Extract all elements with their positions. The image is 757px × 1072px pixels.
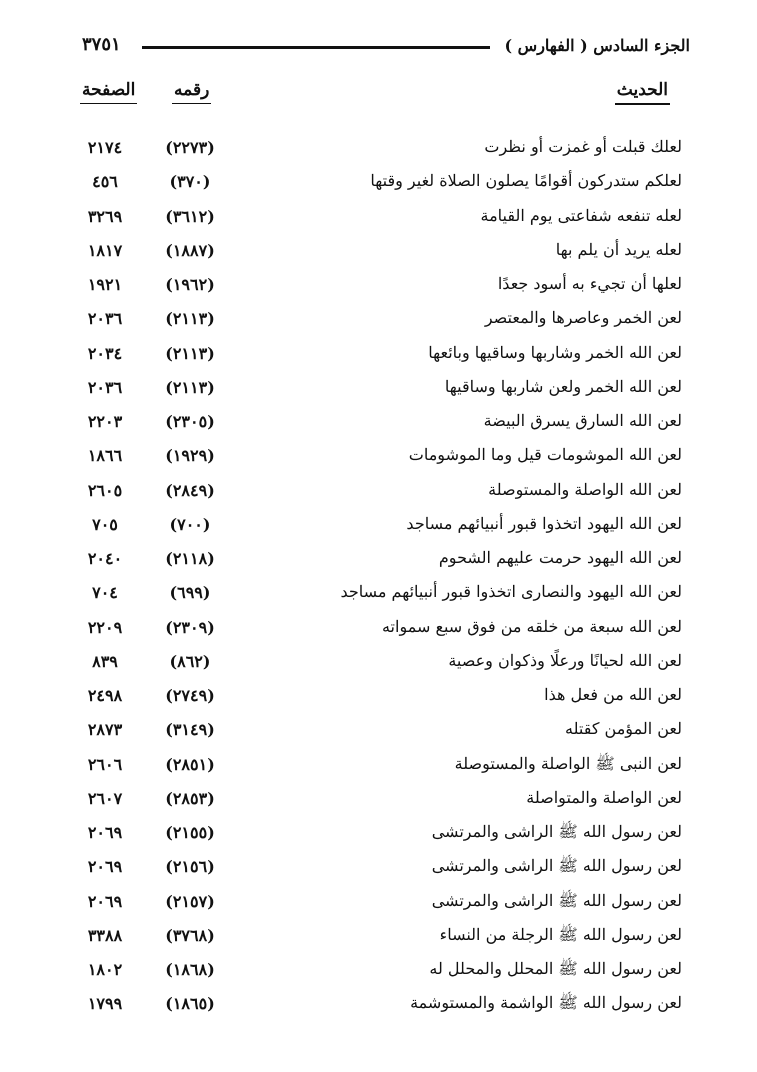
- hadith-text: لعن الله اليهود اتخذوا قبور أنبيائهم مساجد: [406, 513, 682, 533]
- index-row: [0, 750, 757, 784]
- page-ref: ٧٠٥: [92, 514, 118, 534]
- hadith-number: (٢١١٣): [165, 377, 215, 397]
- hadith-text: لعن رسول الله ﷺ الراشى والمرتشى: [431, 822, 682, 841]
- hadith-text: لعله يريد أن يلم بها: [555, 239, 682, 259]
- page-ref: ٢٠٦٩: [87, 823, 123, 842]
- index-row: [0, 887, 757, 921]
- hadith-text: لعن الله الواصلة والمستوصلة: [488, 479, 682, 499]
- page-number: ٣٧٥١: [82, 34, 121, 55]
- index-row: [0, 681, 757, 715]
- hadith-text: لعن رسول الله ﷺ الواشمة والمستوشمة: [410, 993, 682, 1013]
- index-row: [0, 304, 757, 338]
- index-row: [0, 647, 757, 681]
- hadith-number: (٢٨٥١): [165, 754, 215, 774]
- hadith-number: (٢٣٠٥): [165, 412, 215, 431]
- hadith-number: (١٩٦٢): [165, 275, 215, 294]
- page-ref: ٨٣٩: [92, 651, 118, 671]
- index-row: [0, 818, 757, 852]
- index-row: [0, 441, 757, 475]
- page-ref: ١٩٢١: [87, 275, 123, 294]
- index-row: [0, 510, 757, 544]
- hadith-text: لعن الله الخمر وشاربها وساقيها وبائعها: [428, 342, 682, 362]
- page-ref: ٢٦٠٦: [87, 754, 123, 774]
- hadith-text: لعلكم ستدركون أقوامًا يصلون الصلاة لغير وقتها: [370, 171, 682, 191]
- index-row: [0, 373, 757, 407]
- hadith-text: لعن النبى ﷺ الواصلة والمستوصلة: [454, 753, 682, 773]
- index-row: [0, 270, 757, 304]
- hadith-text: لعن الله سبعة من خلقه من فوق سبع سمواته: [381, 616, 682, 636]
- page-ref: ٢٨٧٣: [87, 720, 123, 740]
- hadith-number: (١٩٢٩): [165, 446, 215, 466]
- hadith-text: لعن الله الموشومات قيل وما الموشومات: [408, 445, 682, 465]
- hadith-text: لعن رسول الله ﷺ الرجلة من النساء: [439, 924, 682, 944]
- page-ref: ٤٥٦: [92, 172, 118, 192]
- hadith-text: لعلها أن تجيء به أسود جعدًا: [497, 274, 682, 293]
- page-ref: ٢٠٣٤: [87, 343, 123, 363]
- index-row: [0, 133, 757, 167]
- index-row: [0, 339, 757, 373]
- hadith-number: (٧٠٠): [169, 514, 211, 534]
- page-ref: ٢٤٩٨: [87, 686, 123, 705]
- hadith-number: (٢١١٣): [165, 343, 215, 363]
- hadith-text: لعن رسول الله ﷺ الراشى والمرتشى: [431, 856, 682, 876]
- hadith-number: (٢٣٠٩): [165, 617, 215, 637]
- column-header-page: الصفحة: [80, 80, 137, 104]
- hadith-number: (٢١١٣): [165, 309, 215, 329]
- hadith-text: لعن الله اليهود حرمت عليهم الشحوم: [438, 548, 682, 567]
- index-row: [0, 167, 757, 201]
- hadith-text: لعن الواصلة والمتواصلة: [526, 787, 682, 807]
- hadith-number: (٢٧٤٩): [165, 686, 215, 705]
- hadith-number: (٢١٥٥): [165, 823, 215, 842]
- hadith-number: (٢١١٨): [165, 549, 215, 568]
- hadith-number: (١٨٦٨): [165, 960, 215, 979]
- hadith-text: لعن الله الخمر ولعن شاربها وساقيها: [444, 376, 682, 396]
- hadith-number: (٣٦١٢): [165, 206, 215, 226]
- page-ref: ٢٦٠٧: [87, 788, 123, 808]
- hadith-text: لعله تنفعه شفاعتى يوم القيامة: [480, 205, 682, 225]
- page-ref: ٢٠٦٩: [87, 891, 123, 911]
- hadith-text: لعن رسول الله ﷺ الراشى والمرتشى: [431, 890, 682, 910]
- hadith-text: لعن الله السارق يسرق البيضة: [483, 411, 682, 430]
- hadith-number: (١٨٨٧): [165, 240, 215, 260]
- page-ref: ٢٠٣٦: [87, 309, 123, 329]
- hadith-text: لعلك قبلت أو غمزت أو نظرت: [484, 137, 682, 156]
- page-ref: ٢٢٠٩: [87, 617, 123, 637]
- page-ref: ٢٠٤٠: [87, 549, 123, 568]
- index-row: [0, 202, 757, 236]
- index-row: [0, 784, 757, 818]
- index-row: [0, 715, 757, 749]
- index-row: [0, 578, 757, 612]
- page-ref: ٢٠٣٦: [87, 377, 123, 397]
- hadith-number: (٣٧٠): [169, 172, 211, 192]
- hadith-number: (٢١٥٧): [165, 891, 215, 911]
- index-row: [0, 989, 757, 1023]
- hadith-text: لعن الله من فعل هذا: [544, 685, 682, 704]
- column-header-hadith: الحديث: [615, 80, 670, 105]
- index-row: [0, 236, 757, 270]
- hadith-number: (٢٨٤٩): [165, 480, 215, 500]
- page-ref: ٢٦٠٥: [87, 480, 123, 500]
- page-ref: ٣٣٨٨: [87, 925, 123, 945]
- index-row: [0, 476, 757, 510]
- hadith-text: لعن الله لحيانًا ورعلًا وذكوان وعصية: [448, 650, 682, 670]
- index-row: [0, 613, 757, 647]
- page-ref: ١٨٦٦: [87, 446, 123, 466]
- hadith-text: لعن الخمر وعاصرها والمعتصر: [484, 308, 682, 328]
- hadith-number: (٦٩٩): [169, 583, 211, 603]
- hadith-number: (٣٧٦٨): [165, 925, 215, 945]
- page-ref: ٣٢٦٩: [87, 206, 123, 226]
- index-row: [0, 955, 757, 989]
- hadith-text: لعن الله اليهود والنصارى اتخذوا قبور أنبيائهم مساجد: [340, 582, 682, 602]
- page-ref: ٢٢٠٣: [87, 412, 123, 431]
- column-header-number: رقمه: [172, 80, 211, 104]
- page-ref: ١٧٩٩: [87, 994, 123, 1014]
- hadith-number: (٢١٥٦): [165, 857, 215, 877]
- page-ref: ٧٠٤: [92, 583, 118, 603]
- hadith-number: (٢٨٥٣): [165, 788, 215, 808]
- running-title: الجزء السادس ( الفهارس ): [504, 36, 690, 55]
- header-rule: [142, 46, 490, 49]
- page-ref: ٢١٧٤: [87, 138, 123, 157]
- index-row: [0, 407, 757, 441]
- index-row: [0, 921, 757, 955]
- hadith-number: (١٨٦٥): [165, 994, 215, 1014]
- page-ref: ١٨١٧: [87, 240, 123, 260]
- hadith-number: (٢٢٧٣): [165, 138, 215, 157]
- index-row: [0, 852, 757, 886]
- index-rows: [0, 133, 757, 1024]
- hadith-text: لعن رسول الله ﷺ المحلل والمحلل له: [429, 959, 682, 978]
- page-header: [70, 36, 690, 58]
- hadith-number: (٨٦٢): [169, 651, 211, 671]
- page-ref: ٢٠٦٩: [87, 857, 123, 877]
- hadith-number: (٣١٤٩): [165, 720, 215, 740]
- hadith-text: لعن المؤمن كقتله: [565, 719, 682, 739]
- index-row: [0, 544, 757, 578]
- page-ref: ١٨٠٢: [87, 960, 123, 979]
